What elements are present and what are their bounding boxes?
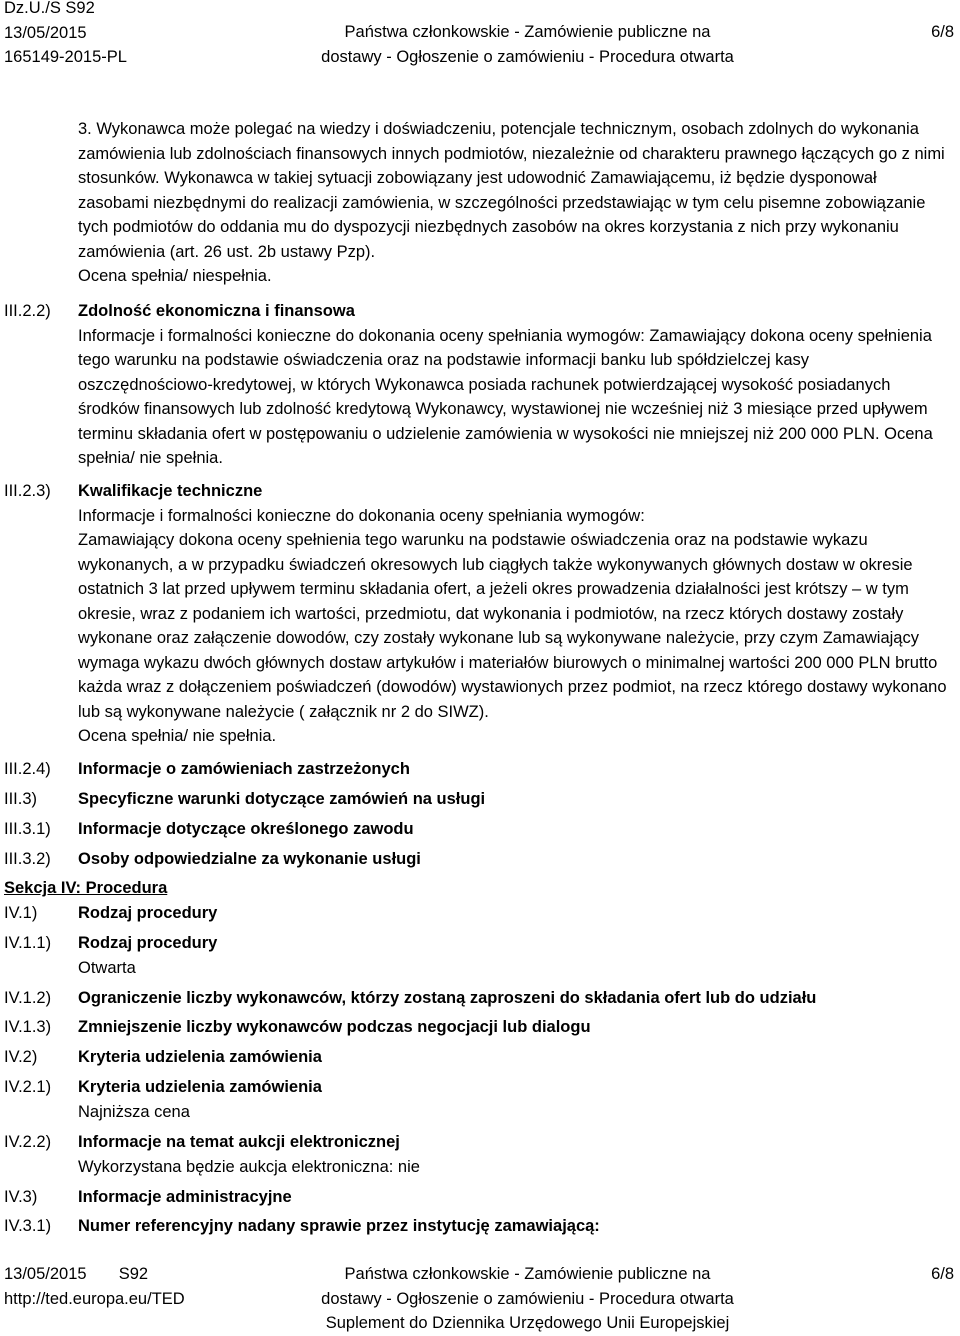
journal-ref: Dz.U./S S92 [4, 0, 95, 17]
section-entry [78, 931, 217, 980]
footer-issue: S92 [118, 1265, 149, 1283]
footer-url: http://ted.europa.eu/TED [4, 1289, 185, 1308]
section-title: Kryteria udzielenia zamówienia [78, 1078, 322, 1096]
section-number: IV.1.3) [4, 1018, 52, 1036]
section-assessment: Ocena spełnia/ nie spełnia. [78, 727, 277, 745]
section-number: III.3) [4, 790, 38, 808]
section-number: IV.2) [4, 1048, 38, 1066]
section-number: III.2.4) [4, 760, 51, 778]
section-title: Rodzaj procedury [78, 904, 218, 922]
section-title: Osoby odpowiedzialne za wykonanie usługi [78, 850, 421, 868]
header-page-number: 6/8 [931, 23, 954, 41]
footer-center [300, 1262, 755, 1336]
section-number: III.2.2) [4, 302, 51, 320]
section-number: IV.3.1) [4, 1217, 52, 1235]
section-number: IV.2.1) [4, 1078, 52, 1096]
section-title: Specyficzne warunki dotyczące zamówień na usługi [78, 790, 486, 808]
section-title: Kryteria udzielenia zamówienia [78, 1048, 322, 1066]
notice-ref: 165149-2015-PL [4, 48, 127, 66]
section-entry [78, 1075, 322, 1124]
footer-date-issue [4, 1262, 185, 1287]
footer-title-line1: Państwa członkowskie - Zamówienie publiczne na [344, 1265, 711, 1283]
footer-left [4, 1262, 185, 1311]
header-center [300, 20, 755, 69]
paragraph-3: 3. Wykonawca może polegać na wiedzy i doświadczeniu, potencjale technicznym, osobach zdolnych do wykonania zamówienia lub zdolnościach finansowych innych podmiotów, niezależnie od charakteru prawnego łączących go z nimi stosunków. Wykonawca w takiej sytuacji zobowiązany jest udowodnić Zamawiającemu, iż będzie dysponował zasobami niezbędnymi do realizacji zamówienia, w szczególności przedstawiając w tym celu pisemne zobowiązanie tych podmiotów do oddania mu do dyspozycji niezbędnych zasobów na okres korzystania z nich przy wykonaniu zamówienia (art. 26 ust. 2b ustawy Pzp). [78, 120, 945, 261]
section-number: IV.1) [4, 904, 38, 922]
section-value: Wykorzystana będzie aukcja elektroniczna: nie [78, 1157, 420, 1176]
section-number: III.3.1) [4, 820, 51, 838]
section-title: Ograniczenie liczby wykonawców, którzy zostaną zaproszeni do składania ofert lub do udziału [78, 989, 817, 1007]
paragraph-3-block [78, 117, 948, 289]
section-iv-heading: Sekcja IV: Procedura [4, 879, 168, 897]
section-value: Otwarta [78, 958, 136, 977]
header-date: 13/05/2015 [4, 23, 87, 42]
section-title: Rodzaj procedury [78, 934, 218, 952]
section-number: IV.2.2) [4, 1133, 52, 1151]
footer-title-line2: dostawy - Ogłoszenie o zamówieniu - Procedura otwarta [321, 1289, 734, 1308]
section-number: III.3.2) [4, 850, 51, 868]
section-value: Najniższa cena [78, 1102, 190, 1121]
section-text: Informacje i formalności konieczne do dokonania oceny spełniania wymogów: Zamawiający dokona oceny spełnienia tego warunku na podstawie oświadczenia oraz na podstawie informacji banku lub spółdzielczej kasy oszczędnościowo-kredytowej, w których Wykonawca posiada rachunek potwierdzającej wysokość posiadanych środków finansowych lub zdolność kredytową Wykonawcy, wystawionej nie wcześniej niż 3 miesiące przed upływem terminu składania ofert w postępowaniu o udzielenie zamówienia w wysokości nie mniejszej niż 200 000 PLN. Ocena spełnia/ nie spełnia. [78, 326, 933, 467]
header-title-line1: Państwa członkowskie - Zamówienie publiczne na [344, 23, 711, 41]
section-intro: Informacje i formalności konieczne do dokonania oceny spełniania wymogów: [78, 506, 645, 525]
section-title: Informacje dotyczące określonego zawodu [78, 820, 414, 838]
section-title: Kwalifikacje techniczne [78, 482, 263, 500]
footer-date: 13/05/2015 [4, 1265, 87, 1283]
section-title: Numer referencyjny nadany sprawie przez instytucję zamawiającą: [78, 1217, 600, 1235]
section-title: Informacje na temat aukcji elektronicznej [78, 1133, 400, 1151]
section-number: III.2.3) [4, 482, 51, 500]
header-left [4, 0, 127, 70]
section-number: IV.1.2) [4, 989, 52, 1007]
section-number: IV.1.1) [4, 934, 52, 952]
section-title: Informacje administracyjne [78, 1188, 292, 1206]
section-title: Informacje o zamówieniach zastrzeżonych [78, 760, 410, 778]
section-entry [78, 1130, 420, 1179]
section-title: Zdolność ekonomiczna i finansowa [78, 302, 355, 320]
section-text: Zamawiający dokona oceny spełnienia tego warunku na podstawie oświadczenia oraz na podstawie wykazu wykonanych, a w przypadku świadczeń okresowych lub ciągłych także wykonywanych głównych dostaw w okresie ostatnich 3 lat przed upływem terminu składania ofert, a jeżeli okres prowadzenia działalności jest krótszy – w tym okresie, wraz z podaniem ich wartości, przedmiotu, dat wykonania i podmiotów, na rzecz których dostawy zostały wykonane oraz załączenie dowodów, czy zostały wykonane lub są wykonywane należycie, przy czym Zamawiający wymaga wykazu dwóch głównych dostaw artykułów i materiałów biurowych o minimalnej wartości 200 000 PLN brutto każda wraz z dołączeniem poświadczeń (dowodów) wystawionych przez podmiot, na rzecz którego dostawy wykonano lub są wykonywane należycie ( załącznik nr 2 do SIWZ). [78, 531, 947, 721]
footer-title-line3: Suplement do Dziennika Urzędowego Unii Europejskiej [325, 1314, 730, 1332]
section-title: Zmniejszenie liczby wykonawców podczas negocjacji lub dialogu [78, 1018, 591, 1036]
section-number: IV.3) [4, 1188, 38, 1206]
section-technical-qualifications [78, 479, 948, 749]
header-title-line2: dostawy - Ogłoszenie o zamówieniu - Procedura otwarta [321, 47, 734, 66]
footer-page-number: 6/8 [931, 1265, 954, 1283]
section-economic-capacity [78, 299, 948, 471]
paragraph-3-assessment: Ocena spełnia/ niespełnia. [78, 267, 272, 285]
